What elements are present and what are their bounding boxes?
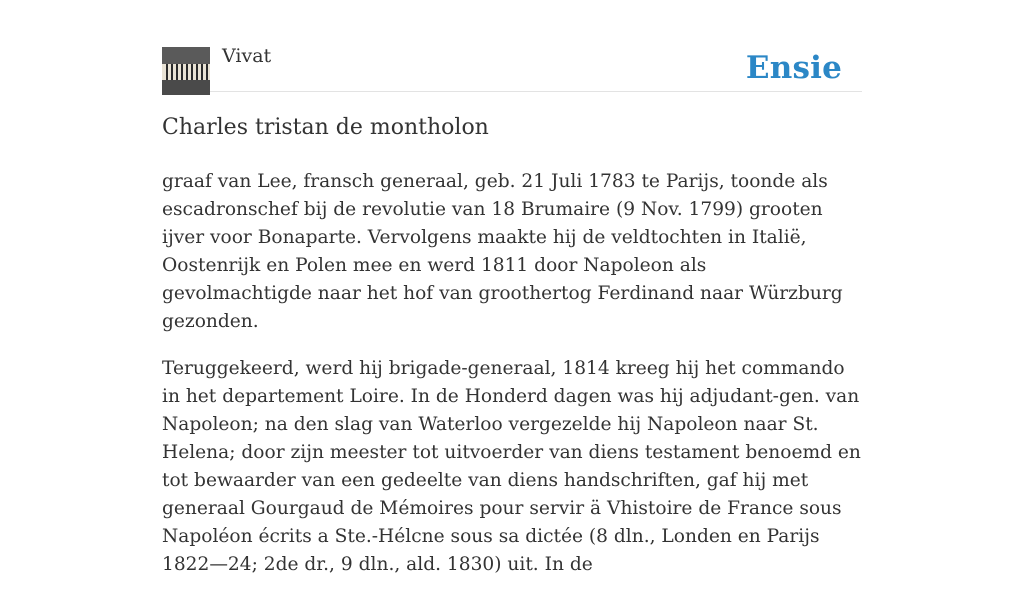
- article-title: Charles tristan de montholon: [162, 115, 489, 140]
- piano-keys-icon: [162, 47, 210, 95]
- author-avatar[interactable]: [162, 47, 210, 95]
- paragraph: Teruggekeerd, werd hij brigade-generaal, 1814 kreeg hij het commando in het departement Loire. In de Honderd dagen was hij adjudant-gen. van Napoleon; na den slag van Waterloo vergezelde hij Napoleon naar St. Helena; door zijn meester tot uitvoerder van diens testament benoemd en tot bewaarder van een gedeelte van diens handschriften, gaf hij met generaal Gourgaud de Mémoires pour servir ä Vhistoire de France sous Napoléon écrits a Ste.-Hélcne sous sa dictée (8 dln., Londen en Parijs 1822—24; 2de dr., 9 dln., ald. 1830) uit. In de: [162, 358, 861, 575]
- article-body: [162, 168, 862, 598]
- author-name[interactable]: Vivat: [222, 45, 272, 67]
- header: [162, 0, 862, 92]
- page: [162, 0, 862, 575]
- brand-logo[interactable]: Ensie: [745, 50, 842, 86]
- paragraph: graaf van Lee, fransch generaal, geb. 21 Juli 1783 te Parijs, toonde als escadronschef bij de revolutie van 18 Brumaire (9 Nov. 1799) grooten ijver voor Bonaparte. Vervolgens maakte hij de veldtochten in Italië, Oostenrijk en Polen mee en werd 1811 door Napoleon als gevolmachtigde naar het hof van groothertog Ferdinand naar Würzburg gezonden.: [162, 171, 843, 332]
